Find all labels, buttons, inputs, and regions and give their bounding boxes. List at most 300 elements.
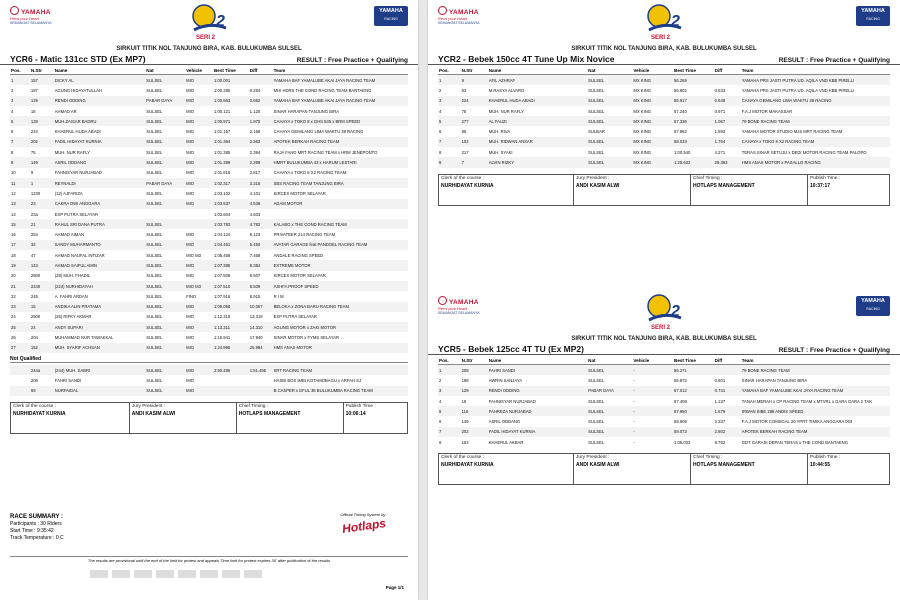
- table-cell: (244) MUH. SABRI: [54, 365, 146, 375]
- hotlaps-logo: [324, 512, 404, 536]
- table-row: [10, 219, 408, 229]
- sheet-header: [0, 0, 418, 46]
- table-cell: MIO: [185, 260, 213, 270]
- table-cell: SULSEL: [146, 293, 163, 299]
- table-cell: 24: [30, 322, 54, 332]
- sponsor-logo: [112, 570, 130, 578]
- column-header: N.Str: [30, 67, 54, 75]
- column-header: Vehicle: [632, 357, 673, 365]
- table-cell: GDT GARASI DEPAN TERAS x THE COND BANTAENG: [741, 439, 848, 445]
- table-cell: SULSEL: [146, 170, 163, 176]
- table-cell: 5: [10, 116, 30, 126]
- column-header: Vehicle: [632, 67, 673, 75]
- table-cell: CAHAYA x TOKO 8 X2 RACING TEAM: [273, 170, 347, 176]
- table-cell: 1.679: [714, 406, 741, 416]
- table-cell: MIO: [185, 365, 213, 375]
- table-cell: FAHREZA NURJABAD: [488, 406, 587, 416]
- table-row: [10, 386, 408, 396]
- column-header: Best Time: [213, 67, 249, 75]
- table-row: [10, 250, 408, 260]
- table-row: [10, 365, 408, 375]
- results-table: [438, 357, 890, 447]
- table-cell: [249, 375, 273, 385]
- table-cell: MIO: [186, 190, 195, 196]
- table-cell: RAHUL SRI DANA PUTRA: [54, 219, 146, 229]
- table-cell: 1:09.058: [213, 302, 249, 312]
- table-cell: 208: [461, 365, 488, 376]
- table-cell: 8: [439, 149, 442, 155]
- table-cell: MIO: [185, 386, 213, 396]
- table-cell: 1:00.121: [213, 108, 231, 114]
- table-cell: 1:16.941: [213, 335, 231, 341]
- class-title-row: [428, 54, 900, 65]
- table-cell: MHI HDRS THE COND RACING TEAM BANTAENG: [273, 87, 372, 93]
- table-cell: MIO: [185, 157, 213, 167]
- table-cell: SULSEL: [145, 116, 185, 126]
- summary-title: RACE SUMMARY :: [10, 514, 64, 520]
- table-row: [438, 85, 890, 95]
- table-cell: SULSEL: [145, 240, 185, 250]
- table-cell: 4.101: [249, 190, 261, 196]
- racing-brand: YAMAHA: [861, 8, 885, 14]
- race-block-ycr5: [428, 290, 900, 485]
- table-cell: CAHAYA x TOKO 8 x DHS 535 x BRM SPEED: [273, 116, 408, 126]
- table-cell: 1:00.663: [213, 96, 249, 106]
- table-cell: PABAR DAYA: [587, 386, 632, 396]
- jury-label: Jury President :: [131, 403, 166, 409]
- table-cell: HMS ANAS MOTOR: [273, 343, 408, 353]
- jury-value: ANDI KASIM ALWI: [576, 462, 620, 469]
- table-cell: SULBAR: [588, 129, 605, 135]
- table-cell: 17: [10, 240, 30, 250]
- table-cell: 7: [438, 137, 461, 147]
- table-cell: 1:04.124: [213, 232, 231, 238]
- table-cell: ALVIN RIZKY: [488, 157, 587, 167]
- table-cell: 1:01.818: [213, 170, 231, 176]
- table-cell: KALABO x THE COND RACING TEAM: [273, 219, 408, 229]
- table-cell: AWRIN SANJAYA: [488, 377, 523, 383]
- table-cell: 1:00.285: [213, 87, 231, 93]
- table-cell: FAHNISYAR NURJABAD: [54, 170, 102, 176]
- column-header: Name: [488, 67, 587, 75]
- table-cell: YAMAHA PRS JASTI PUTRA UD. AQILA VND KBB PIRELLI: [741, 87, 855, 93]
- table-cell: 7: [438, 427, 461, 437]
- racing-brand: YAMAHA: [861, 298, 885, 304]
- table-cell: SULSEL: [587, 137, 632, 147]
- sponsor-logos: [90, 570, 262, 578]
- table-row: [438, 375, 890, 385]
- table-cell: 6: [439, 419, 442, 425]
- table-cell: 224: [30, 129, 38, 135]
- sheet-header: [428, 0, 900, 46]
- table-cell: 25: [10, 322, 30, 332]
- table-cell: 1:01.385: [213, 149, 231, 155]
- venue-title: SIRKUIT TITIK NOL TANJUNG BIRA, KAB. BULUKUMBA SULSEL: [571, 46, 757, 52]
- table-cell: 0.284: [249, 87, 261, 93]
- table-cell: 8.915: [249, 293, 261, 299]
- table-cell: SANDY MUHARMANTO: [54, 240, 146, 250]
- table-cell: HMS ANAS MOTOR x PASALLO RACING: [741, 157, 890, 167]
- result-label: RESULT : Free Practice + Qualifying: [778, 57, 890, 64]
- table-cell: SINAR HARAPAN TANJUNG BIRA: [741, 377, 808, 383]
- column-header: Team: [273, 67, 408, 75]
- table-cell: 57.336: [673, 116, 714, 126]
- publish-label: Publish Time :: [810, 455, 841, 461]
- yamaha-racing-logo: [856, 6, 890, 26]
- table-cell: -: [633, 398, 635, 404]
- table-cell: MIO: [186, 314, 195, 320]
- brand-sub: SEMANGAT SELAMANYA: [438, 311, 480, 315]
- table-header-row: [438, 67, 890, 75]
- timing-by-label: Official Timing System by :: [340, 512, 388, 517]
- table-cell: SULSEL: [587, 157, 632, 167]
- table-cell: AL FAUZI: [488, 116, 587, 126]
- yamaha-logo: [438, 6, 500, 25]
- table-header-row: [10, 67, 408, 75]
- table-cell: HASBI BOS IMBI KOTAMOBAGU x ARFAH SJ: [273, 377, 362, 383]
- table-cell: 79 BONE RACING TEAM: [741, 365, 890, 376]
- table-cell: 7.468: [249, 252, 261, 258]
- sponsor-logo: [178, 570, 196, 578]
- column-header: Name: [54, 67, 146, 75]
- table-cell: MUH. NUR RAFLY: [54, 149, 91, 155]
- table-cell: MIO: [186, 170, 195, 176]
- clerk-label: Clerk of the course :: [441, 455, 484, 461]
- table-cell: SULSEL: [146, 232, 163, 238]
- table-cell: SULSEL: [588, 439, 605, 445]
- table-row: [10, 260, 408, 270]
- table-cell: 63: [461, 87, 467, 93]
- yamaha-logo: [10, 6, 72, 25]
- hotlaps-wordmark: Hotlaps: [341, 516, 387, 536]
- table-cell: MUH. RIVA: [488, 129, 511, 135]
- table-row: [10, 375, 408, 385]
- table-row: [10, 85, 408, 95]
- table-cell: 1:07.385: [213, 260, 249, 270]
- sponsor-logo: [156, 570, 174, 578]
- yamaha-racing-logo: [856, 296, 890, 316]
- table-cell: B CASPER x EFUL 38 BULUKUMBA RACING TEAM: [273, 386, 408, 396]
- brand-sub: SEMANGAT SELAMANYA: [10, 21, 52, 25]
- table-cell: KHAERUL HUDA ABADI: [488, 96, 587, 106]
- table-cell: 13.318: [249, 314, 263, 320]
- event-logo-text: SERI 2: [651, 35, 671, 41]
- table-cell: 1230: [30, 190, 41, 196]
- table-cell: MIO: [185, 178, 213, 188]
- result-sheet-right: [428, 0, 900, 600]
- table-cell: 23: [30, 199, 54, 209]
- table-cell: 187: [30, 87, 38, 93]
- sponsor-logo: [134, 570, 152, 578]
- chief-value: HOTLAPS MANAGEMENT: [238, 410, 301, 417]
- racing-sub: RACING: [866, 17, 880, 21]
- table-header-row: [438, 357, 890, 365]
- table-cell: [185, 209, 213, 219]
- table-cell: SULSEL: [145, 75, 185, 86]
- table-cell: SULSEL: [145, 322, 185, 332]
- table-cell: BELOKA x ZONA BARU RACING TEAM: [273, 302, 408, 312]
- table-cell: 116: [461, 406, 488, 416]
- yamaha-logo: [438, 296, 500, 315]
- event-seri-logo: [641, 292, 687, 332]
- table-cell: [10, 375, 30, 385]
- table-cell: RENDI ODDING: [488, 386, 587, 396]
- table-cell: 1:01.157: [213, 129, 231, 135]
- table-cell: 149: [461, 419, 469, 425]
- table-cell: MX KING: [632, 137, 673, 147]
- table-cell: 9: [10, 157, 30, 167]
- table-cell: AGUNG MOTOR x ZAKI MOTOR: [273, 322, 408, 332]
- table-cell: 17.940: [249, 335, 263, 341]
- table-cell: 1.764: [714, 137, 741, 147]
- table-cell: 4.603: [249, 211, 261, 217]
- table-row: [10, 271, 408, 281]
- table-cell: 1:13.311: [213, 322, 249, 332]
- clerk-label: Clerk of the course :: [441, 175, 484, 181]
- table-cell: MIO: [186, 335, 195, 341]
- table-cell: ANDALE RACING SPEED: [273, 252, 324, 258]
- table-row: [10, 126, 408, 136]
- jury-value: ANDI KASIM ALWI: [576, 182, 620, 189]
- table-cell: [213, 386, 249, 396]
- table-cell: 2.337: [714, 419, 726, 425]
- table-cell: [714, 75, 741, 86]
- brand-sub: SEMANGAT SELAMANYA: [438, 21, 480, 25]
- table-cell: (28) MUH. FHADIL: [54, 273, 91, 279]
- table-cell: MUH. SYARIF ACHSAN: [54, 343, 146, 353]
- table-cell: 57.862: [674, 129, 687, 135]
- table-cell: 15: [30, 302, 54, 312]
- table-cell: SULSEL: [146, 87, 163, 93]
- table-cell: 75: [461, 108, 467, 114]
- table-cell: 21: [30, 219, 54, 229]
- table-cell: [249, 75, 273, 86]
- table-cell: 58.608: [674, 419, 687, 425]
- table-cell: 1:01.364: [213, 137, 249, 147]
- chief-value: HOTLAPS MANAGEMENT: [693, 182, 755, 189]
- table-cell: 57.012: [673, 386, 714, 396]
- table-cell: 2:50.486: [213, 365, 249, 375]
- column-header: N.Str: [461, 67, 488, 75]
- table-cell: SULSEL: [588, 377, 605, 383]
- table-row: [10, 302, 408, 312]
- table-cell: 1:04.451: [213, 240, 249, 250]
- table-cell: 1.137: [714, 398, 726, 404]
- table-cell: 4.536: [249, 199, 273, 209]
- table-row: [10, 209, 408, 219]
- table-cell: 5.450: [249, 240, 273, 250]
- not-qualified-label: Not Qualified: [10, 356, 408, 363]
- table-cell: 1:51.485: [249, 365, 273, 375]
- svg-text:2: 2: [671, 303, 680, 320]
- table-cell: MUH. NUR RAFLY: [488, 108, 524, 114]
- table-cell: 204: [30, 335, 38, 341]
- table-cell: 32: [30, 240, 54, 250]
- table-row: [438, 116, 890, 126]
- results-table: [10, 67, 408, 353]
- event-seri-logo: [641, 2, 687, 42]
- table-cell: 19: [461, 398, 467, 404]
- publish-box: [344, 403, 407, 433]
- jury-label: Jury President :: [576, 455, 610, 461]
- officials-boxes: [438, 174, 890, 206]
- table-cell: 1: [10, 75, 30, 86]
- table-row: [10, 322, 408, 332]
- table-cell: 2.363: [249, 137, 273, 147]
- column-header: Diff: [714, 67, 741, 75]
- table-cell: 9: [461, 75, 488, 86]
- table-cell: 7: [461, 157, 488, 167]
- column-header: Team: [741, 357, 890, 365]
- table-cell: -: [632, 365, 673, 376]
- table-cell: 56.872: [674, 377, 687, 383]
- table-cell: (224) NURHIDAYAH: [54, 281, 146, 291]
- table-cell: 23: [10, 302, 30, 312]
- table-cell: APOTEK BERKAH RACING TEAM: [741, 427, 890, 437]
- table-cell: 0.533: [714, 87, 726, 93]
- table-cell: SULSEL: [146, 335, 163, 341]
- table-cell: 129: [461, 386, 488, 396]
- table-cell: 1:03.537: [213, 199, 249, 209]
- result-sheet-ycr6: [0, 0, 418, 600]
- table-cell: 20: [11, 273, 16, 279]
- table-cell: 1:07.508: [213, 273, 231, 279]
- chief-box: [237, 403, 344, 433]
- table-cell: MIO: [185, 96, 213, 106]
- table-cell: 2500: [30, 314, 41, 320]
- table-cell: 57.408: [674, 398, 687, 404]
- table-cell: 3.316: [249, 178, 273, 188]
- table-cell: EXP PUTRA SELAYAR: [54, 211, 99, 217]
- table-cell: 208: [30, 377, 38, 383]
- clerk-value: NURHIDAYAT KURNIA: [13, 410, 66, 417]
- table-cell: 143: [30, 260, 54, 270]
- table-cell: A. FAHRI ARDAN: [54, 293, 88, 299]
- table-row: [438, 75, 890, 86]
- table-cell: 2: [11, 87, 14, 93]
- table-cell: ANDY SUPARI: [54, 322, 146, 332]
- table-cell: 2.156: [249, 129, 261, 135]
- chief-value: HOTLAPS MANAGEMENT: [693, 462, 755, 469]
- brand-tagline: Revs your Heart: [10, 16, 39, 21]
- table-cell: 0.601: [714, 377, 726, 383]
- chief-label: Chief Timing :: [693, 455, 723, 461]
- table-cell: SULSEL: [146, 314, 163, 320]
- table-cell: 3: [438, 386, 461, 396]
- column-header: Pos.: [10, 67, 30, 75]
- table-cell: SULSEL: [588, 149, 605, 155]
- table-cell: 16: [11, 232, 16, 238]
- table-cell: 202: [30, 137, 54, 147]
- table-row: [10, 157, 408, 167]
- column-header: N.Str: [461, 357, 488, 365]
- table-cell: SULSEL: [146, 252, 163, 258]
- sponsor-logo: [90, 570, 108, 578]
- race-summary: [10, 514, 64, 542]
- table-cell: AFIL AZHRAF: [488, 75, 587, 86]
- publish-value: 10:06:14: [345, 410, 366, 417]
- table-cell: MIO: [185, 199, 213, 209]
- table-cell: 23a: [30, 211, 38, 217]
- table-cell: 224: [461, 96, 488, 106]
- table-cell: -: [633, 419, 635, 425]
- table-cell: 8.384: [249, 260, 273, 270]
- table-cell: 1:03.783: [213, 219, 249, 229]
- table-cell: SULSEL: [145, 281, 185, 291]
- table-cell: 96: [461, 129, 467, 135]
- table-cell: AHMAD SAIFUL AMIN: [54, 260, 146, 270]
- column-header: Name: [488, 357, 587, 365]
- table-cell: FADIL HIDAYAT KURNIA: [54, 137, 146, 147]
- table-cell: MX KING: [632, 157, 673, 167]
- table-cell: 2: [439, 87, 442, 93]
- table-cell: SULSEL: [588, 419, 605, 425]
- table-cell: SULSEL: [145, 343, 185, 353]
- table-cell: SULSEL: [145, 137, 185, 147]
- table-cell: 7: [10, 137, 30, 147]
- table-cell: MIO: [186, 129, 195, 135]
- column-header: Pos.: [438, 67, 461, 75]
- table-cell: 22: [11, 293, 16, 299]
- table-cell: 27: [10, 343, 30, 353]
- table-cell: MX KING: [632, 96, 673, 106]
- table-row: [438, 386, 890, 396]
- table-cell: PABAR DAYA: [145, 96, 185, 106]
- table-cell: RENDI ODDING: [54, 96, 146, 106]
- table-cell: 14: [11, 211, 16, 217]
- not-qualified-table: [10, 365, 408, 396]
- table-cell: 2.384: [249, 149, 261, 155]
- table-cell: MIO: [185, 240, 213, 250]
- table-cell: HMRT BULUKUMBA 43 x HARUM LESTARI: [273, 157, 408, 167]
- table-cell: 157: [30, 75, 54, 86]
- table-cell: MIO: [186, 87, 195, 93]
- table-cell: 129: [30, 96, 54, 106]
- chief-box: [691, 175, 808, 205]
- table-row: [10, 75, 408, 86]
- publish-label: Publish Time :: [810, 175, 841, 181]
- table-cell: 2.398: [249, 157, 273, 167]
- table-cell: 8: [439, 439, 442, 445]
- summary-track-temp: Track Temperature : 0 C: [10, 535, 64, 541]
- summary-start-time: Start Time : 9:35:42: [10, 528, 54, 534]
- table-cell: 0.741: [714, 386, 741, 396]
- table-cell: AHMAD NAUFAL INTIZAR: [54, 252, 105, 258]
- table-cell: 4.271: [714, 149, 726, 155]
- venue-title: SIRKUIT TITIK NOL TANJUNG BIRA, KAB. BULUKUMBA SULSEL: [116, 46, 302, 52]
- table-cell: 1.593: [714, 129, 726, 135]
- table-cell: SULSEL: [146, 129, 163, 135]
- table-cell: SRT RACING TEAM: [273, 365, 408, 375]
- table-cell: 4.782: [249, 219, 273, 229]
- class-title: YCR2 - Bebek 150cc 4T Tune Up Mix Novice: [438, 54, 615, 64]
- column-header: Best Time: [673, 67, 714, 75]
- clerk-value: NURHIDAYAT KURNIA: [441, 462, 494, 469]
- table-cell: 2800: [30, 273, 41, 279]
- table-cell: 128: [30, 116, 54, 126]
- table-cell: DICKY AL: [54, 75, 146, 86]
- table-cell: [213, 375, 249, 385]
- table-row: [10, 137, 408, 147]
- publish-value: 10:37:17: [810, 182, 831, 189]
- table-cell: [145, 209, 185, 219]
- table-cell: AGUNG HIDAYATULLAH: [54, 87, 102, 93]
- table-cell: YAMAHA MOTOR STUDIO MJS MRT RACING TEAM: [741, 129, 843, 135]
- table-cell: MUH. SYAKI: [488, 149, 513, 155]
- table-cell: 56.271: [673, 365, 714, 376]
- table-cell: CAHAYA GEMILANG LIMA WAKTU 38 RACING: [273, 129, 364, 135]
- table-row: [10, 188, 408, 198]
